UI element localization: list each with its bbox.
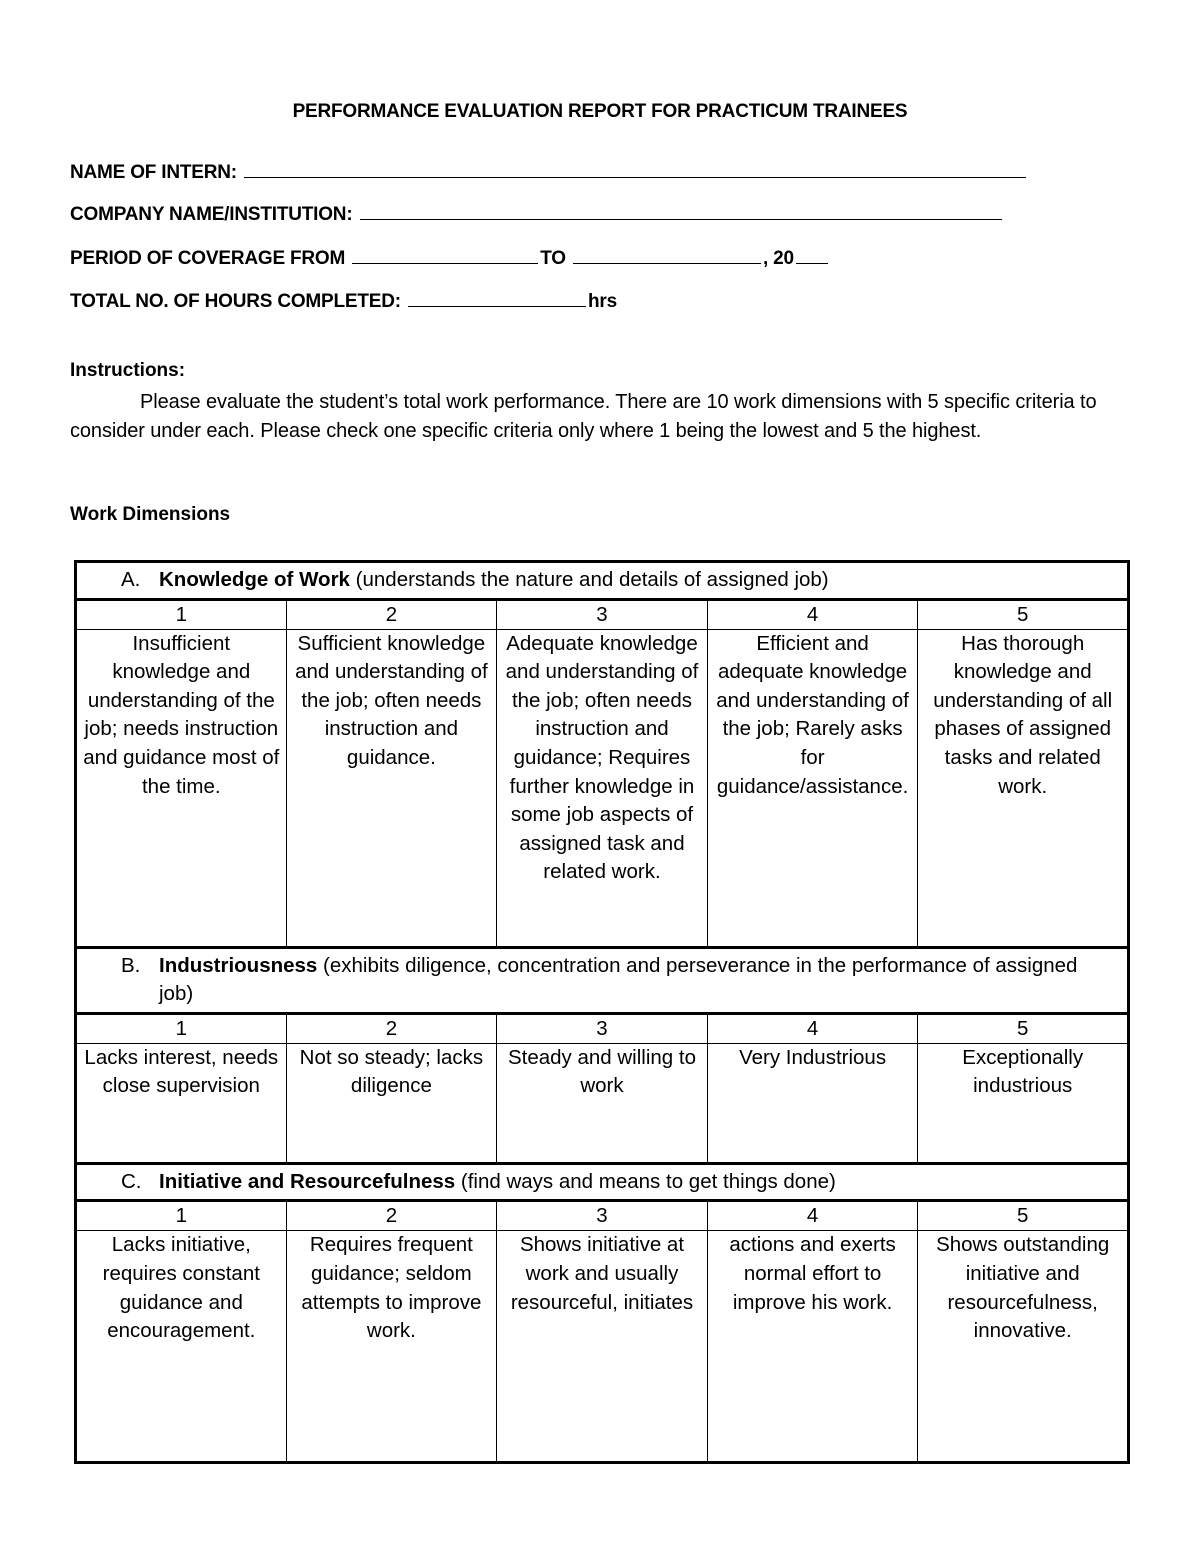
- criteria-cell[interactable]: Not so steady; lacks diligence: [286, 1043, 497, 1163]
- total-hours-label: TOTAL NO. OF HOURS COMPLETED:: [70, 291, 401, 312]
- rating-cell[interactable]: 2: [286, 1013, 497, 1043]
- company-field: [70, 201, 1004, 227]
- section-description-continued: job): [159, 982, 194, 1006]
- criteria-cell[interactable]: Shows outstanding initiative and resourcefulness, innovative.: [918, 1231, 1129, 1463]
- instructions-text: Please evaluate the student’s total work performance. There are 10 work dimensions with 5 specific criteria to consider under each. Please check one specific criteria only where 1 being the lowest and 5 the highest.: [70, 391, 1097, 442]
- rating-cell[interactable]: 3: [497, 1013, 708, 1043]
- rating-cell[interactable]: 2: [286, 599, 497, 629]
- criteria-row-b: [76, 1043, 1129, 1163]
- instructions-text-block: [70, 388, 1130, 445]
- period-to-label: TO: [540, 248, 566, 269]
- section-name: Initiative and Resourcefulness: [159, 1169, 456, 1193]
- rating-cell[interactable]: 1: [76, 1013, 287, 1043]
- rating-cell[interactable]: 5: [918, 599, 1129, 629]
- criteria-cell[interactable]: Lacks initiative, requires constant guidance and encouragement.: [76, 1231, 287, 1463]
- name-of-intern-label: NAME OF INTERN:: [70, 162, 237, 183]
- rating-cell[interactable]: 1: [76, 1201, 287, 1231]
- rating-cell[interactable]: 5: [918, 1201, 1129, 1231]
- rating-row-b: [76, 1013, 1129, 1043]
- section-letter: B.: [121, 953, 141, 977]
- criteria-cell[interactable]: actions and exerts normal effort to improve his work.: [707, 1231, 918, 1463]
- criteria-cell[interactable]: Insufficient knowledge and understanding of the job; needs instruction and guidance most of the time.: [76, 629, 287, 947]
- page-title: PERFORMANCE EVALUATION REPORT FOR PRACTICUM TRAINEES: [292, 101, 908, 122]
- criteria-cell[interactable]: Exceptionally industrious: [918, 1043, 1129, 1163]
- period-from-label: PERIOD OF COVERAGE FROM: [70, 248, 346, 269]
- rating-cell[interactable]: 4: [707, 1201, 918, 1231]
- criteria-cell[interactable]: Very Industrious: [707, 1043, 918, 1163]
- criteria-cell[interactable]: Shows initiative at work and usually resourceful, initiates: [497, 1231, 708, 1463]
- period-from-input[interactable]: [352, 245, 538, 264]
- rating-cell[interactable]: 3: [497, 1201, 708, 1231]
- criteria-cell[interactable]: Efficient and adequate knowledge and understanding of the job; Rarely asks for guidance/assistance.: [707, 629, 918, 947]
- criteria-row-a: [76, 629, 1129, 947]
- rating-cell[interactable]: 4: [707, 599, 918, 629]
- section-letter: A.: [121, 568, 141, 591]
- section-header-a: [76, 562, 1129, 600]
- rating-row-a: [76, 599, 1129, 629]
- criteria-cell[interactable]: Steady and willing to work: [497, 1043, 708, 1163]
- section-description: (find ways and means to get things done): [460, 1169, 836, 1193]
- year-input[interactable]: [796, 245, 828, 264]
- total-hours-field: [70, 288, 617, 314]
- period-to-input[interactable]: [573, 245, 761, 264]
- name-of-intern-field: [70, 159, 1028, 185]
- period-of-coverage-field: [70, 245, 830, 271]
- criteria-cell[interactable]: Has thorough knowledge and understanding of all phases of assigned tasks and related work.: [918, 629, 1129, 947]
- criteria-cell[interactable]: Requires frequent guidance; seldom attempts to improve work.: [286, 1231, 497, 1463]
- total-hours-input[interactable]: [408, 288, 586, 307]
- section-name: Industriousness: [159, 953, 318, 977]
- section-letter: C.: [121, 1169, 142, 1193]
- rating-cell[interactable]: 4: [707, 1013, 918, 1043]
- criteria-cell[interactable]: Sufficient knowledge and understanding of the job; often needs instruction and guidance.: [286, 629, 497, 947]
- section-header-b: [76, 947, 1129, 1013]
- company-input[interactable]: [360, 201, 1002, 220]
- instructions-heading: Instructions:: [70, 360, 186, 381]
- criteria-row-c: [76, 1231, 1129, 1463]
- work-dimensions-table: [74, 560, 1130, 1464]
- work-dimensions-heading: Work Dimensions: [70, 504, 231, 525]
- section-name: Knowledge of Work: [159, 568, 350, 591]
- rating-cell[interactable]: 2: [286, 1201, 497, 1231]
- section-description: (understands the nature and details of assigned job): [355, 568, 829, 591]
- section-description: (exhibits diligence, concentration and perseverance in the performance of assigned: [323, 953, 1078, 977]
- criteria-cell[interactable]: Adequate knowledge and understanding of the job; often needs instruction and guidance; Requires further knowledge in some job aspects of assigned task and related work.: [497, 629, 708, 947]
- rating-row-c: [76, 1201, 1129, 1231]
- company-label: COMPANY NAME/INSTITUTION:: [70, 204, 353, 225]
- section-header-c: [76, 1163, 1129, 1201]
- criteria-cell[interactable]: Lacks interest, needs close supervision: [76, 1043, 287, 1163]
- rating-cell[interactable]: 1: [76, 599, 287, 629]
- rating-cell[interactable]: 5: [918, 1013, 1129, 1043]
- hours-unit-label: hrs: [588, 291, 617, 312]
- rating-cell[interactable]: 3: [497, 599, 708, 629]
- name-of-intern-input[interactable]: [244, 159, 1026, 178]
- year-prefix-label: , 20: [762, 248, 794, 269]
